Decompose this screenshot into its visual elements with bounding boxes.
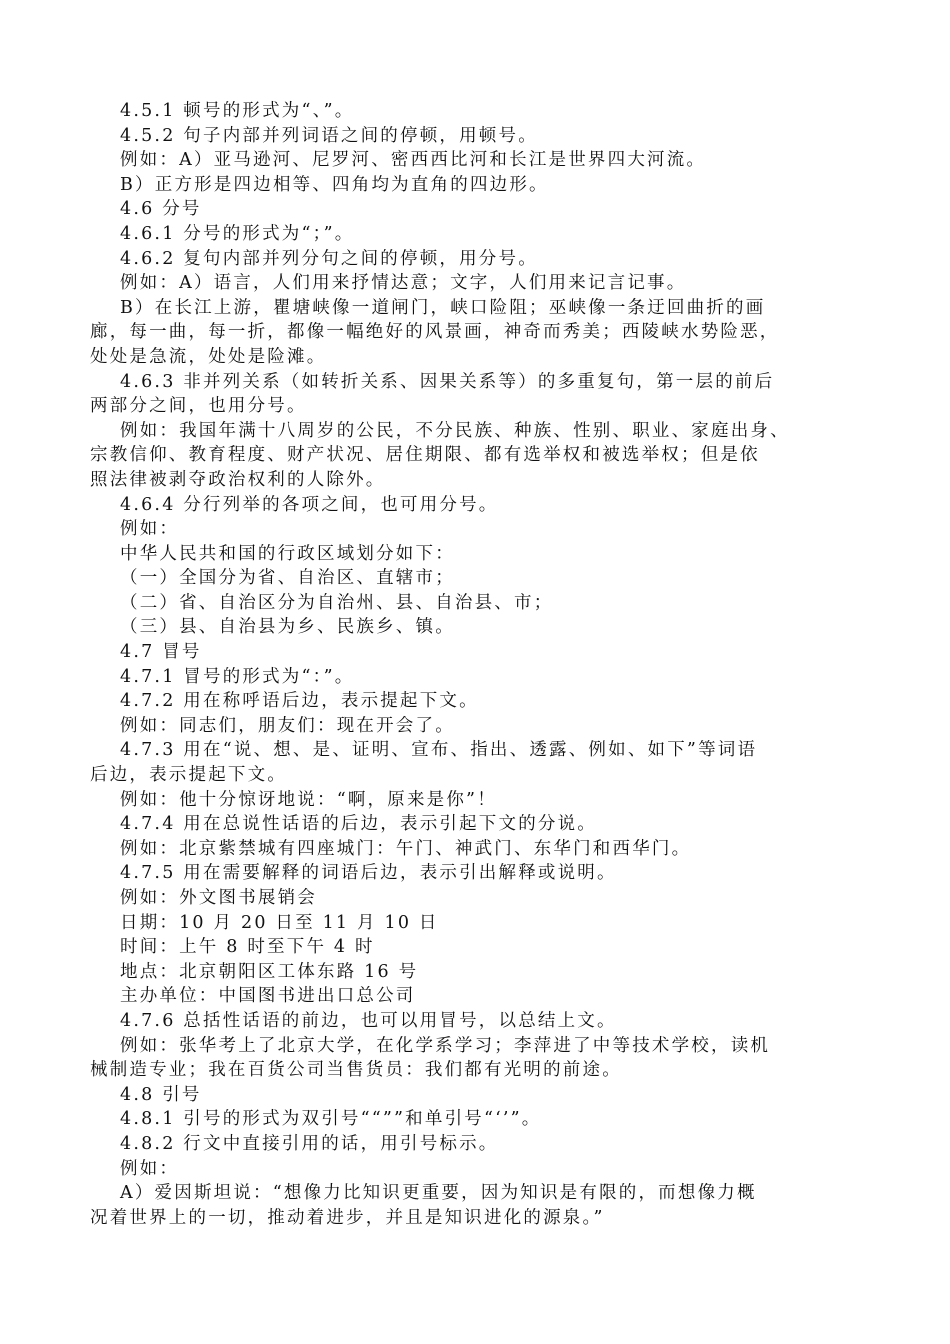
text-line: B）在长江上游，瞿塘峡像一道闸门，峡口险阻；巫峡像一条迂回曲折的画 [120, 297, 766, 318]
text-line: 4.8.1 引号的形式为双引号““””和单引号“‘’”。 [120, 1109, 542, 1130]
text-line: 4.7.2 用在称呼语后边，表示提起下文。 [120, 691, 479, 712]
text-line: 4.6.4 分行列举的各项之间，也可用分号。 [120, 494, 499, 515]
text-line: 况着世界上的一切，推动着进步，并且是知识进化的源泉。” [90, 1207, 605, 1228]
text-line: 处处是急流，处处是险滩。 [90, 346, 327, 367]
text-line: 两部分之间，也用分号。 [90, 396, 307, 417]
text-line: 例如：外文图书展销会 [120, 888, 317, 908]
text-line: 例如：北京紫禁城有四座城门：午门、神武门、东华门和西华门。 [120, 838, 692, 859]
text-line: 4.5.2 句子内部并列词语之间的停顿，用顿号。 [120, 125, 538, 146]
text-line: （一）全国分为省、自治区、直辖市； [120, 568, 455, 589]
text-line: 4.6.2 复句内部并列分句之间的停顿，用分号。 [120, 248, 538, 269]
text-line: 4.6.3 非并列关系（如转折关系、因果关系等）的多重复句，第一层的前后 [120, 371, 775, 392]
text-line: 4.8.2 行文中直接引用的话，用引号标示。 [120, 1133, 499, 1154]
text-line: 4.8 引号 [120, 1084, 202, 1105]
text-line: 例如：A）亚马逊河、尼罗河、密西西比河和长江是世界四大河流。 [120, 150, 707, 171]
document-body [90, 99, 870, 1230]
text-line: B）正方形是四边相等、四角均为直角的四边形。 [120, 174, 549, 195]
text-line: 日期：10 月 20 日至 11 月 10 日 [120, 912, 439, 933]
text-line: 例如：张华考上了北京大学，在化学系学习；李萍进了中等技术学校，读机 [120, 1035, 771, 1056]
text-line: A）爱因斯坦说：“想像力比知识更重要，因为知识是有限的，而想像力概 [120, 1183, 757, 1204]
text-line: 例如：同志们，朋友们：现在开会了。 [120, 715, 455, 736]
text-line: 廊，每一曲，每一折，都像一幅绝好的风景画，神奇而秀美；西陵峡水势险恶， [90, 322, 780, 343]
text-line: 械制造专业；我在百货公司当售货员：我们都有光明的前途。 [90, 1060, 622, 1081]
text-line: 照法律被剥夺政治权利的人除外。 [90, 469, 386, 490]
text-line: 中华人民共和国的行政区域划分如下： [120, 543, 455, 564]
text-line: 4.7.3 用在“说、想、是、证明、宣布、指出、透露、例如、如下”等词语 [120, 740, 758, 761]
text-line: 例如：A）语言，人们用来抒情达意；文字，人们用来记言记事。 [120, 273, 687, 294]
text-line: 地点：北京朝阳区工体东路 16 号 [120, 961, 419, 982]
text-line: 4.7.1 冒号的形式为“：”。 [120, 666, 355, 687]
text-line: 4.7.4 用在总说性话语的后边，表示引起下文的分说。 [120, 814, 597, 835]
text-line: 宗教信仰、教育程度、财产状况、居住期限、都有选举权和被选举权；但是依 [90, 445, 760, 466]
text-line: 后边，表示提起下文。 [90, 765, 287, 786]
text-line: 4.5.1 顿号的形式为“、”。 [120, 101, 355, 121]
text-line: 例如：他十分惊讶地说：“啊，原来是你”！ [120, 789, 497, 810]
text-line: 主办单位：中国图书进出口总公司 [120, 986, 416, 1007]
text-line: 例如： [120, 519, 180, 540]
text-line: 例如： [120, 1158, 180, 1179]
text-line: 4.7 冒号 [120, 642, 202, 663]
text-line: 4.7.6 总括性话语的前边，也可以用冒号，以总结上文。 [120, 1010, 617, 1031]
text-line: 例如：我国年满十八周岁的公民，不分民族、种族、性别、职业、家庭出身、 [120, 420, 790, 441]
text-line: 时间：上午 8 时至下午 4 时 [120, 937, 375, 958]
text-line: 4.7.5 用在需要解释的词语后边，表示引出解释或说明。 [120, 863, 617, 884]
text-line: 4.6.1 分号的形式为“；”。 [120, 223, 355, 244]
text-line: 4.6 分号 [120, 199, 202, 220]
text-line: （三）县、自治县为乡、民族乡、镇。 [120, 617, 455, 638]
text-line: （二）省、自治区分为自治州、县、自治县、市； [120, 592, 554, 613]
